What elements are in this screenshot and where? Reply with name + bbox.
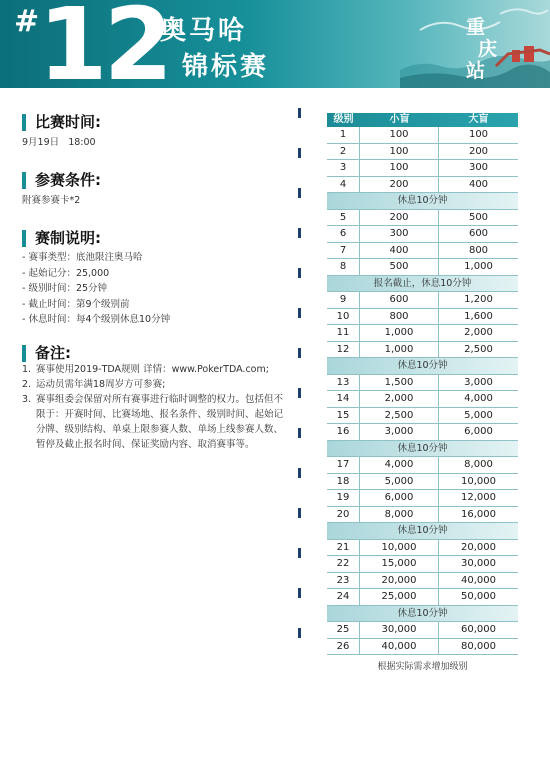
- header-banner: [0, 0, 550, 88]
- cell-small-blind: 10,000: [360, 540, 439, 556]
- notes-heading: 备注:: [22, 345, 71, 362]
- table-row: [327, 177, 518, 194]
- header-small-blind: 小盲: [389, 114, 410, 125]
- cell-small-blind: 200: [360, 177, 439, 193]
- table-header: [327, 113, 518, 127]
- note-item: 3. 赛事组委会保留对所有赛事进行临时调整的权力。包括但不限于：开赛时间、比赛场地、报名条件、级别时间、起始记分牌、级别结构、单桌上限参赛人数、单场上线参赛人数、暂停及截止报名时间、保证奖励内容、取消赛事等。: [22, 394, 284, 450]
- table-row: [327, 408, 518, 425]
- table-row: [327, 325, 518, 342]
- requirement-heading: 参赛条件:: [22, 172, 101, 189]
- header-big-blind: 大盲: [468, 114, 489, 125]
- schedule-time: 18:00: [68, 137, 96, 148]
- cell-level: 2: [327, 144, 360, 160]
- table-row: [327, 375, 518, 392]
- format-item: - 起始记分：25,000: [22, 267, 110, 279]
- table-row: [327, 210, 518, 227]
- cell-small-blind: 300: [360, 226, 439, 242]
- cell-big-blind: 16,000: [461, 508, 496, 520]
- note-item: 1. 赛事使用2019-TDA规则 详情：www.PokerTDA.com;: [22, 364, 269, 375]
- cell-big-blind: 10,000: [461, 475, 496, 487]
- break-row: 休息10分钟: [327, 523, 518, 540]
- cell-level: 14: [327, 391, 360, 407]
- dashed-divider: [298, 108, 301, 668]
- cell-level: 11: [327, 325, 360, 341]
- cell-level: 23: [327, 573, 360, 589]
- table-row: [327, 507, 518, 524]
- table-row: [327, 457, 518, 474]
- table-row: [327, 622, 518, 639]
- table-row: [327, 160, 518, 177]
- cell-small-blind: 3,000: [360, 424, 439, 440]
- cell-small-blind: 2,500: [360, 408, 439, 424]
- cell-big-blind: 80,000: [461, 640, 496, 652]
- table-row: [327, 243, 518, 260]
- table-row: [327, 639, 518, 656]
- cell-level: 13: [327, 375, 360, 391]
- break-row: 休息10分钟: [327, 358, 518, 375]
- table-row: [327, 474, 518, 491]
- cell-big-blind: 6,000: [464, 426, 493, 437]
- cell-level: 26: [327, 639, 360, 655]
- format-item: - 赛事类型：底池限注奥马哈: [22, 252, 143, 263]
- cell-small-blind: 6,000: [360, 490, 439, 506]
- cell-big-blind: 60,000: [461, 624, 496, 635]
- cell-small-blind: 400: [360, 243, 439, 259]
- table-footnote: 根据实际需求增加级别: [377, 662, 468, 672]
- cell-big-blind: 600: [468, 228, 489, 239]
- cell-level: 17: [327, 457, 360, 473]
- cell-small-blind: 600: [360, 292, 439, 308]
- cell-big-blind: 30,000: [461, 558, 496, 569]
- event-title-line2: 锦标赛: [182, 52, 270, 82]
- table-row: [327, 540, 518, 557]
- cell-level: 12: [327, 342, 360, 358]
- table-row: [327, 309, 518, 326]
- station-char-1: 重: [466, 16, 486, 38]
- cell-big-blind: 40,000: [461, 574, 496, 586]
- break-row: 休息10分钟: [327, 193, 518, 210]
- cell-big-blind: 500: [468, 211, 489, 223]
- cell-level: 7: [327, 243, 360, 259]
- header-level: 级别: [333, 114, 354, 125]
- cell-big-blind: 200: [468, 145, 489, 157]
- cell-level: 9: [327, 292, 360, 308]
- cell-big-blind: 12,000: [461, 492, 496, 503]
- cell-level: 3: [327, 160, 360, 176]
- cell-small-blind: 20,000: [360, 573, 439, 589]
- cell-big-blind: 300: [468, 162, 489, 173]
- requirement-text: 附赛参赛卡*2: [22, 195, 81, 206]
- cell-level: 15: [327, 408, 360, 424]
- cell-small-blind: 1,000: [360, 325, 439, 341]
- table-row: [327, 342, 518, 359]
- cell-level: 1: [327, 127, 360, 143]
- cell-big-blind: 100: [468, 129, 489, 140]
- cell-small-blind: 8,000: [360, 507, 439, 523]
- blind-structure-table: [327, 113, 518, 672]
- schedule-date: 9月19日: [22, 137, 60, 148]
- cell-small-blind: 800: [360, 309, 439, 325]
- cell-big-blind: 2,500: [464, 343, 493, 355]
- cell-small-blind: 15,000: [360, 556, 439, 572]
- format-item: - 截止时间：第9个级别前: [22, 298, 130, 310]
- event-title-line1: 奥马哈: [160, 16, 248, 46]
- cell-big-blind: 800: [468, 244, 489, 256]
- cell-big-blind: 3,000: [464, 376, 493, 388]
- cell-level: 8: [327, 259, 360, 275]
- table-row: [327, 424, 518, 441]
- format-item: - 级别时间：25分钟: [22, 283, 108, 294]
- format-heading: 赛制说明:: [22, 230, 101, 247]
- cell-big-blind: 4,000: [464, 393, 493, 404]
- cell-level: 18: [327, 474, 360, 490]
- cell-small-blind: 100: [360, 144, 439, 160]
- cell-small-blind: 100: [360, 160, 439, 176]
- station-char-2: 庆: [478, 38, 498, 60]
- cell-small-blind: 2,000: [360, 391, 439, 407]
- station-char-3: 站: [466, 60, 486, 82]
- cell-big-blind: 2,000: [464, 327, 493, 338]
- cell-big-blind: 1,600: [464, 310, 493, 322]
- cell-small-blind: 40,000: [360, 639, 439, 655]
- table-row: [327, 226, 518, 243]
- table-row: [327, 573, 518, 590]
- note-item: 2. 运动员需年满18周岁方可参赛;: [22, 379, 166, 390]
- format-item: - 休息时间：每4个级别休息10分钟: [22, 314, 171, 325]
- break-row: 休息10分钟: [327, 606, 518, 623]
- cell-small-blind: 100: [360, 127, 439, 143]
- cell-level: 20: [327, 507, 360, 523]
- table-row: [327, 259, 518, 276]
- event-number: 12: [38, 0, 170, 88]
- cell-small-blind: 1,000: [360, 342, 439, 358]
- notes-list: [22, 362, 284, 452]
- cell-small-blind: 200: [360, 210, 439, 226]
- event-hash: #: [14, 4, 40, 39]
- schedule-heading: 比赛时间:: [22, 114, 101, 131]
- cell-small-blind: 1,500: [360, 375, 439, 391]
- cell-big-blind: 1,200: [464, 294, 493, 305]
- cell-big-blind: 5,000: [464, 409, 493, 421]
- cell-small-blind: 500: [360, 259, 439, 275]
- cell-big-blind: 8,000: [464, 459, 493, 470]
- cell-small-blind: 25,000: [360, 589, 439, 605]
- break-row: 休息10分钟: [327, 441, 518, 458]
- cell-level: 10: [327, 309, 360, 325]
- break-row: 报名截止，休息10分钟: [327, 276, 518, 293]
- table-row: [327, 391, 518, 408]
- table-row: [327, 490, 518, 507]
- schedule-datetime: [22, 135, 96, 150]
- cell-small-blind: 4,000: [360, 457, 439, 473]
- cell-level: 5: [327, 210, 360, 226]
- table-row: [327, 589, 518, 606]
- cell-small-blind: 5,000: [360, 474, 439, 490]
- cell-big-blind: 400: [468, 178, 489, 190]
- cell-level: 24: [327, 589, 360, 605]
- format-list: [22, 250, 280, 328]
- table-body: [327, 127, 518, 655]
- cell-small-blind: 30,000: [360, 622, 439, 638]
- table-row: [327, 292, 518, 309]
- cell-big-blind: 50,000: [461, 591, 496, 602]
- cell-level: 4: [327, 177, 360, 193]
- cell-big-blind: 1,000: [464, 261, 493, 272]
- cell-level: 25: [327, 622, 360, 638]
- table-row: [327, 144, 518, 161]
- table-row: [327, 127, 518, 144]
- cell-level: 19: [327, 490, 360, 506]
- cell-level: 22: [327, 556, 360, 572]
- cell-level: 16: [327, 424, 360, 440]
- cell-level: 21: [327, 540, 360, 556]
- cell-big-blind: 20,000: [461, 541, 496, 553]
- cell-level: 6: [327, 226, 360, 242]
- table-row: [327, 556, 518, 573]
